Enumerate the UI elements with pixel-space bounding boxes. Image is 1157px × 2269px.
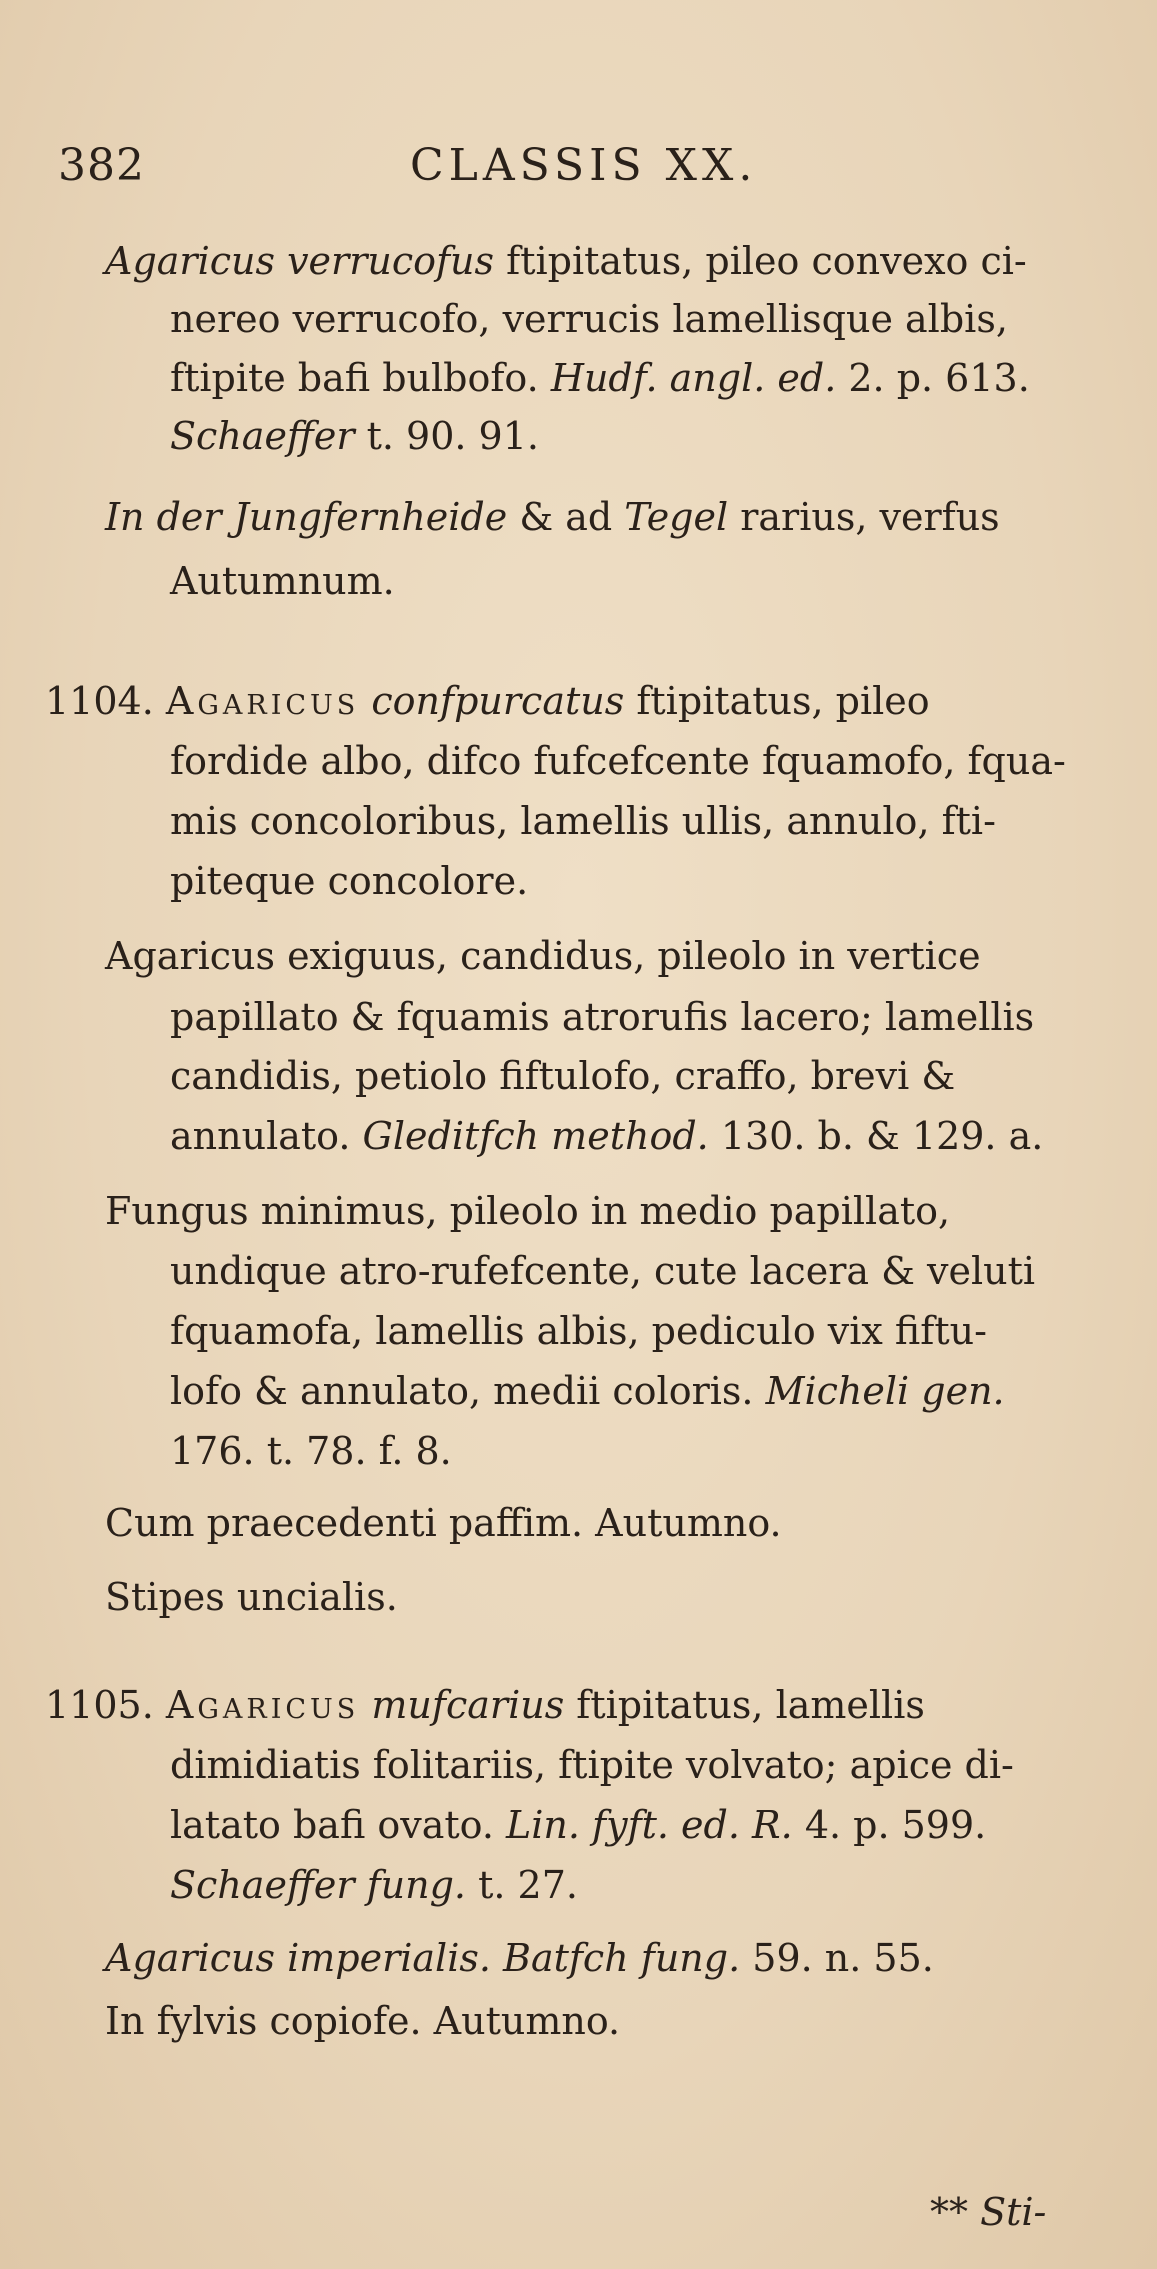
text-span bbox=[359, 1683, 371, 1727]
text-span: Agaricus verrucofus bbox=[105, 239, 495, 283]
text-span: 2. p. 613. bbox=[836, 356, 1030, 400]
text-span: Stipes uncialis. bbox=[105, 1575, 398, 1619]
text-line bbox=[170, 1856, 578, 1915]
text-span: papillato & fquamis atrorufis lacero; lamellis bbox=[170, 995, 1035, 1039]
text-span: latato bafi ovato. bbox=[170, 1803, 507, 1847]
text-span: In fylvis copiofe. Autumno. bbox=[105, 1999, 621, 2043]
text-span: Schaeffer fung. bbox=[170, 1863, 467, 1907]
page-header bbox=[0, 140, 1157, 200]
text-span: Agaricus exiguus, candidus, pileolo in vertice bbox=[105, 934, 981, 978]
text-span: Micheli gen. bbox=[765, 1369, 1005, 1413]
text-span: Agaricus imperialis. Batfch fung. bbox=[105, 1936, 741, 1980]
text-span: 176. t. 78. f. 8. bbox=[170, 1429, 452, 1473]
catchword: ** Sti- bbox=[930, 2190, 1047, 2234]
text-span: Lin. fyft. ed. R. bbox=[506, 1803, 793, 1847]
text-span: Gleditfch method. bbox=[362, 1114, 709, 1158]
text-span: Agaricus bbox=[165, 1683, 360, 1727]
text-span bbox=[359, 679, 371, 723]
text-span: lofo & annulato, medii coloris. bbox=[170, 1369, 766, 1413]
text-span: Schaeffer bbox=[170, 414, 355, 458]
text-span: Autumnum. bbox=[170, 559, 395, 603]
text-line bbox=[45, 1676, 925, 1735]
text-line bbox=[170, 1422, 452, 1481]
text-line bbox=[105, 232, 1027, 291]
text-line bbox=[170, 1796, 986, 1855]
text-span: mufcarius bbox=[371, 1683, 565, 1727]
text-line bbox=[105, 927, 981, 986]
text-span: undique atro-rufefcente, cute lacera & veluti bbox=[170, 1249, 1036, 1293]
text-line bbox=[105, 488, 1000, 547]
text-span: Agaricus bbox=[165, 679, 360, 723]
text-span: & ad bbox=[507, 495, 625, 539]
text-span: annulato. bbox=[170, 1114, 363, 1158]
text-span: fquamofa, lamellis albis, pediculo vix fiftu- bbox=[170, 1309, 987, 1353]
text-line bbox=[170, 1107, 1043, 1166]
running-title: CLASSIS XX. bbox=[410, 140, 758, 191]
text-line bbox=[170, 1362, 1005, 1421]
text-span: Tegel bbox=[624, 495, 729, 539]
text-span: ftipitatus, pileo convexo ci- bbox=[494, 239, 1027, 283]
text-span: 130. b. & 129. a. bbox=[708, 1114, 1044, 1158]
text-line bbox=[170, 852, 528, 911]
text-line bbox=[105, 1182, 950, 1241]
text-line bbox=[170, 290, 1008, 349]
text-span: t. 90. 91. bbox=[354, 414, 539, 458]
text-span: fordide albo, difco fufcefcente fquamofo, fqua- bbox=[170, 739, 1066, 783]
text-span: In der Jungfernheide bbox=[105, 495, 508, 539]
text-line bbox=[170, 732, 1066, 791]
text-span: 1105. bbox=[45, 1683, 166, 1727]
text-line bbox=[170, 988, 1034, 1047]
text-line bbox=[105, 1568, 398, 1627]
text-line bbox=[170, 552, 395, 611]
text-span: ftipitatus, pileo bbox=[624, 679, 930, 723]
text-line bbox=[105, 1494, 782, 1553]
text-line bbox=[105, 1992, 620, 2051]
text-line bbox=[170, 1047, 955, 1106]
text-span: Cum praecedenti paffim. Autumno. bbox=[105, 1501, 782, 1545]
text-span: t. 27. bbox=[466, 1863, 578, 1907]
text-line bbox=[105, 1929, 934, 1988]
text-span: ftipite bafi bulbofo. bbox=[170, 356, 551, 400]
text-span: 59. n. 55. bbox=[740, 1936, 934, 1980]
text-line bbox=[170, 1302, 987, 1361]
text-line bbox=[170, 1242, 1035, 1301]
page-number: 382 bbox=[58, 140, 145, 191]
text-span: ftipitatus, lamellis bbox=[564, 1683, 925, 1727]
text-line bbox=[170, 1736, 1014, 1795]
text-span: mis concoloribus, lamellis ullis, annulo, fti- bbox=[170, 799, 996, 843]
text-span: rarius, verfus bbox=[728, 495, 1000, 539]
text-span: candidis, petiolo fiftulofo, craffo, brevi & bbox=[170, 1054, 956, 1098]
text-span: piteque concolore. bbox=[170, 859, 529, 903]
text-span: nereo verrucofo, verrucis lamellisque albis, bbox=[170, 297, 1008, 341]
text-span: dimidiatis folitariis, ftipite volvato; apice di- bbox=[170, 1743, 1014, 1787]
text-line bbox=[45, 672, 930, 731]
text-span: Fungus minimus, pileolo in medio papillato, bbox=[105, 1189, 951, 1233]
text-line bbox=[170, 792, 996, 851]
text-span: Hudf. angl. ed. bbox=[550, 356, 837, 400]
text-span: 1104. bbox=[45, 679, 166, 723]
text-span: confpurcatus bbox=[371, 679, 625, 723]
text-line bbox=[170, 349, 1030, 408]
text-line bbox=[170, 407, 539, 466]
text-span: 4. p. 599. bbox=[792, 1803, 987, 1847]
